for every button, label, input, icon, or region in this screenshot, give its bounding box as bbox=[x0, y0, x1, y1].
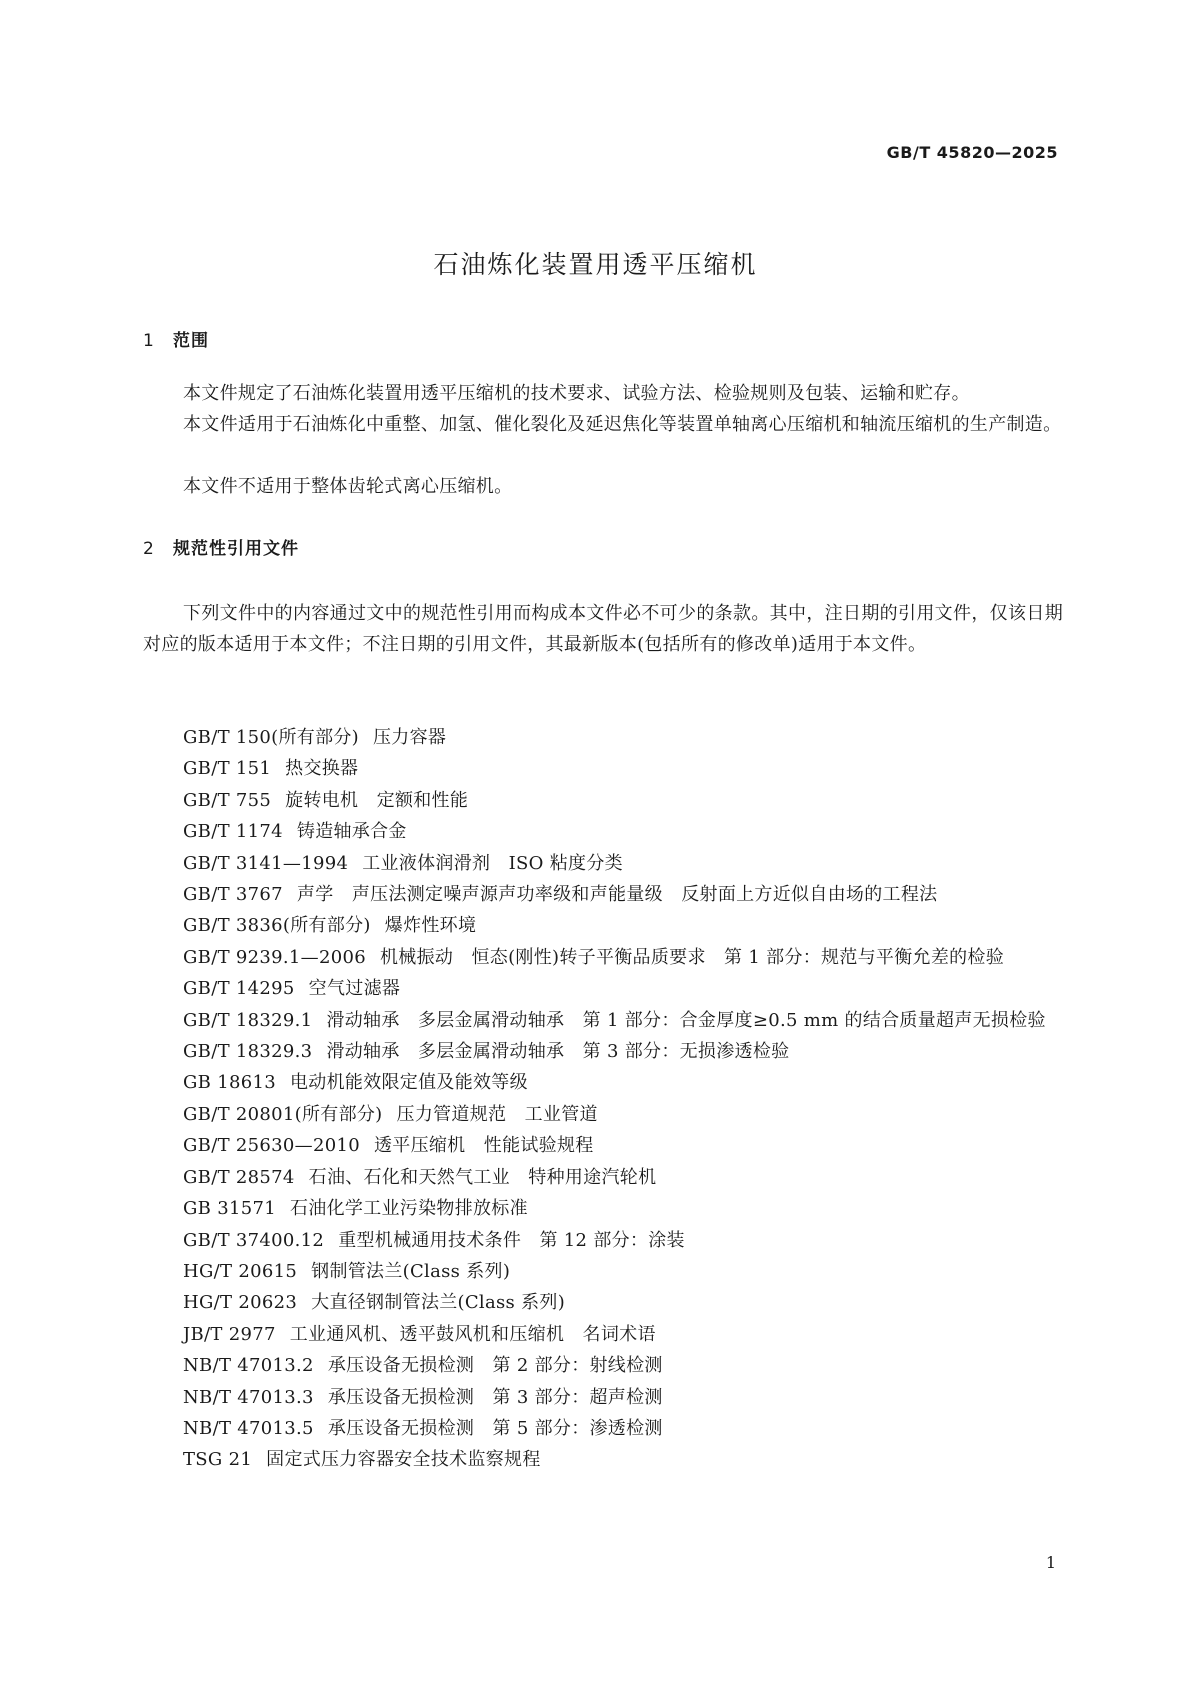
reference-code: JB/T 2977 bbox=[183, 1323, 276, 1345]
reference-title: 爆炸性环境 bbox=[384, 915, 477, 937]
reference-item bbox=[143, 816, 1063, 847]
reference-title: 电动机能效限定值及能效等级 bbox=[290, 1072, 528, 1094]
reference-item bbox=[143, 1225, 1063, 1256]
reference-code: GB/T 9239.1—2006 bbox=[183, 946, 366, 968]
reference-title: 铸造轴承合金 bbox=[296, 821, 407, 843]
reference-item bbox=[143, 1350, 1063, 1381]
paragraph: 本文件不适用于整体齿轮式离心压缩机。 bbox=[183, 476, 513, 497]
section-number: 1 bbox=[143, 331, 155, 351]
reference-code: GB/T 151 bbox=[183, 758, 272, 780]
reference-title: 工业通风机、透平鼓风机和压缩机 名词术语 bbox=[289, 1323, 656, 1345]
reference-title: 空气过滤器 bbox=[308, 978, 401, 1000]
reference-item bbox=[143, 1099, 1063, 1130]
reference-item bbox=[143, 1130, 1063, 1161]
reference-code: GB/T 25630—2010 bbox=[183, 1135, 360, 1157]
page-number: 1 bbox=[1045, 1553, 1056, 1572]
section-heading-normative-references bbox=[143, 534, 299, 559]
section-heading-scope bbox=[143, 326, 209, 351]
reference-code: GB/T 14295 bbox=[183, 978, 295, 1000]
reference-item bbox=[143, 879, 1063, 910]
reference-item bbox=[143, 1005, 1063, 1036]
section-title: 范围 bbox=[173, 331, 209, 351]
reference-code: GB/T 18329.3 bbox=[183, 1041, 313, 1063]
reference-item bbox=[143, 1067, 1063, 1098]
reference-list bbox=[143, 722, 1063, 1476]
reference-title: 热交换器 bbox=[285, 758, 359, 780]
reference-title: 承压设备无损检测 第 3 部分：超声检测 bbox=[327, 1386, 663, 1408]
paragraph: 下列文件中的内容通过文中的规范性引用而构成本文件必不可少的条款。其中，注日期的引用文件，仅该日期对应的版本适用于本文件；不注日期的引用文件，其最新版本(包括所有的修改单)适用于本文件。 bbox=[143, 603, 1063, 655]
reference-title: 承压设备无损检测 第 2 部分：射线检测 bbox=[327, 1355, 663, 1377]
reference-code: HG/T 20615 bbox=[183, 1260, 298, 1282]
reference-code: GB/T 3141—1994 bbox=[183, 852, 349, 874]
section-number: 2 bbox=[143, 539, 155, 559]
reference-code: GB/T 150(所有部分) bbox=[183, 727, 359, 748]
reference-title: 滑动轴承 多层金属滑动轴承 第 3 部分：无损渗透检验 bbox=[326, 1041, 790, 1063]
reference-item bbox=[143, 942, 1063, 973]
reference-title: 工业液体润滑剂 ISO 粘度分类 bbox=[362, 852, 623, 874]
reference-title: 旋转电机 定额和性能 bbox=[285, 789, 469, 811]
reference-code: GB/T 28574 bbox=[183, 1166, 295, 1188]
reference-title: 滑动轴承 多层金属滑动轴承 第 1 部分：合金厚度≥0.5 mm 的结合质量超声无损检验 bbox=[326, 1009, 1046, 1031]
reference-title: 固定式压力容器安全技术监察规程 bbox=[266, 1449, 541, 1471]
reference-item bbox=[143, 910, 1063, 941]
reference-code: GB/T 37400.12 bbox=[183, 1229, 325, 1251]
reference-title: 钢制管法兰(Class 系列) bbox=[311, 1260, 511, 1282]
reference-item bbox=[143, 1413, 1063, 1444]
reference-item bbox=[143, 973, 1063, 1004]
reference-title: 压力管道规范 工业管道 bbox=[396, 1103, 598, 1125]
reference-item bbox=[143, 848, 1063, 879]
standard-code: GB/T 45820—2025 bbox=[886, 143, 1058, 162]
reference-item bbox=[143, 1382, 1063, 1413]
reference-code: GB/T 3767 bbox=[183, 884, 283, 906]
reference-code: GB/T 3836(所有部分) bbox=[183, 915, 371, 937]
reference-item bbox=[143, 1193, 1063, 1224]
reference-code: GB/T 18329.1 bbox=[183, 1009, 313, 1031]
reference-item bbox=[143, 1036, 1063, 1067]
section-title: 规范性引用文件 bbox=[173, 539, 299, 559]
reference-title: 大直径钢制管法兰(Class 系列) bbox=[311, 1292, 566, 1314]
reference-item bbox=[143, 1162, 1063, 1193]
reference-code: NB/T 47013.3 bbox=[183, 1386, 314, 1408]
reference-item bbox=[143, 1256, 1063, 1287]
reference-code: GB 31571 bbox=[183, 1198, 276, 1220]
document-title: 石油炼化装置用透平压缩机 bbox=[433, 250, 758, 279]
reference-item bbox=[143, 1444, 1063, 1475]
reference-item bbox=[143, 753, 1063, 784]
reference-code: GB 18613 bbox=[183, 1072, 276, 1094]
reference-code: TSG 21 bbox=[183, 1449, 253, 1471]
reference-code: GB/T 20801(所有部分) bbox=[183, 1103, 383, 1125]
paragraph: 本文件规定了石油炼化装置用透平压缩机的技术要求、试验方法、检验规则及包装、运输和贮存。 bbox=[183, 383, 970, 404]
reference-code: HG/T 20623 bbox=[183, 1292, 298, 1314]
paragraph: 本文件适用于石油炼化中重整、加氢、催化裂化及延迟焦化等装置单轴离心压缩机和轴流压缩机的生产制造。 bbox=[183, 414, 1062, 435]
reference-title: 透平压缩机 性能试验规程 bbox=[373, 1135, 594, 1157]
reference-title: 承压设备无损检测 第 5 部分：渗透检测 bbox=[327, 1417, 663, 1439]
reference-item bbox=[143, 1319, 1063, 1350]
reference-title: 声学 声压法测定噪声源声功率级和声能量级 反射面上方近似自由场的工程法 bbox=[296, 884, 938, 906]
reference-title: 重型机械通用技术条件 第 12 部分：涂装 bbox=[338, 1229, 685, 1251]
reference-code: NB/T 47013.5 bbox=[183, 1417, 314, 1439]
reference-title: 石油化学工业污染物排放标准 bbox=[290, 1198, 528, 1220]
reference-item bbox=[143, 1287, 1063, 1318]
reference-title: 石油、石化和天然气工业 特种用途汽轮机 bbox=[308, 1166, 657, 1188]
reference-code: GB/T 755 bbox=[183, 789, 272, 811]
reference-item bbox=[143, 722, 1063, 753]
reference-title: 压力容器 bbox=[373, 727, 447, 748]
reference-item bbox=[143, 785, 1063, 816]
reference-title: 机械振动 恒态(刚性)转子平衡品质要求 第 1 部分：规范与平衡允差的检验 bbox=[380, 946, 1005, 968]
reference-code: NB/T 47013.2 bbox=[183, 1355, 314, 1377]
reference-code: GB/T 1174 bbox=[183, 821, 283, 843]
